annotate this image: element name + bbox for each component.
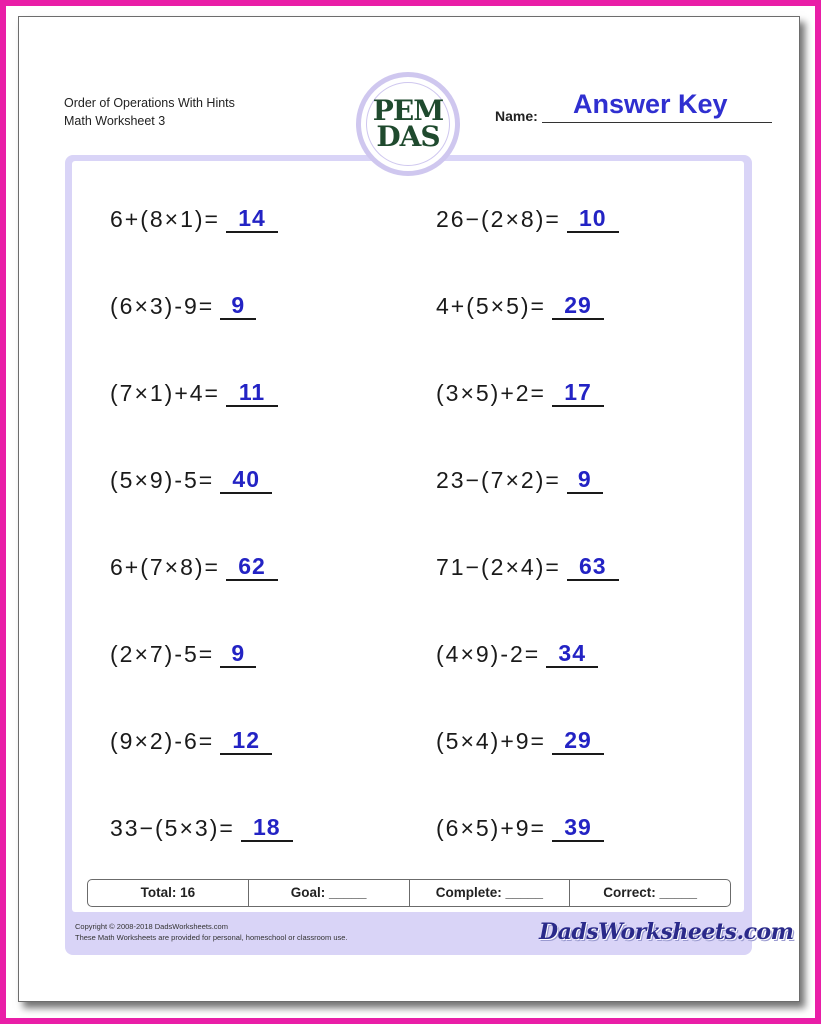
name-line <box>542 122 772 123</box>
problem-left-3 <box>110 373 278 407</box>
problem-left-6 <box>110 634 256 668</box>
dadsworksheets-logo: DadsWorksheets.com <box>539 919 794 945</box>
problem-expression: 4+(5×5)= <box>436 293 546 319</box>
problem-right-6 <box>436 634 598 668</box>
problem-right-8 <box>436 808 604 842</box>
answer-blank: 62 <box>226 553 278 581</box>
problem-right-7 <box>436 721 604 755</box>
total-cell: Total: 16 <box>140 885 196 900</box>
answer-blank: 11 <box>226 379 278 407</box>
problem-left-8 <box>110 808 293 842</box>
problem-expression: (9×2)-6= <box>110 728 215 754</box>
problem-left-4 <box>110 460 272 494</box>
pemdas-logo <box>356 72 460 176</box>
problem-right-4 <box>436 460 603 494</box>
problem-left-7 <box>110 721 272 755</box>
logo-line-2: DAS <box>376 120 440 153</box>
worksheet-page <box>18 16 800 1002</box>
answer-blank: 39 <box>552 814 604 842</box>
problem-expression: 6+(8×1)= <box>110 206 220 232</box>
copyright-line-2: These Math Worksheets are provided for personal, homeschool or classroom use. <box>75 933 348 942</box>
answer-blank: 40 <box>220 466 272 494</box>
copyright-line-1: Copyright © 2008-2018 DadsWorksheets.com <box>75 922 228 931</box>
problem-expression: (4×9)-2= <box>436 641 541 667</box>
answer-blank: 17 <box>552 379 604 407</box>
problem-expression: 71−(2×4)= <box>436 554 561 580</box>
problem-right-1 <box>436 199 619 233</box>
problem-expression: 33−(5×3)= <box>110 815 235 841</box>
answer-blank: 14 <box>226 205 278 233</box>
answer-blank: 18 <box>241 814 293 842</box>
problem-expression: (6×3)-9= <box>110 293 215 319</box>
problem-right-3 <box>436 373 604 407</box>
problem-left-1 <box>110 199 278 233</box>
problem-expression: 26−(2×8)= <box>436 206 561 232</box>
problem-panel <box>65 155 794 955</box>
problem-expression: (2×7)-5= <box>110 641 215 667</box>
answer-blank: 29 <box>552 727 604 755</box>
goal-cell: Goal: _____ <box>248 880 409 906</box>
worksheet-title <box>64 94 235 130</box>
answer-blank: 12 <box>220 727 272 755</box>
problem-expression: (5×9)-5= <box>110 467 215 493</box>
answer-blank: 9 <box>220 292 256 320</box>
answer-blank: 29 <box>552 292 604 320</box>
problem-expression: 6+(7×8)= <box>110 554 220 580</box>
answer-blank: 34 <box>546 640 598 668</box>
answer-key-text: Answer Key <box>573 89 728 119</box>
score-bar <box>87 879 731 907</box>
problem-expression: 23−(7×2)= <box>436 467 561 493</box>
problem-left-5 <box>110 547 278 581</box>
answer-blank: 10 <box>567 205 619 233</box>
problem-expression: (7×1)+4= <box>110 380 220 406</box>
copyright-text <box>75 921 348 943</box>
problem-expression: (5×4)+9= <box>436 728 546 754</box>
problem-expression: (3×5)+2= <box>436 380 546 406</box>
problem-expression: (6×5)+9= <box>436 815 546 841</box>
answer-blank: 63 <box>567 553 619 581</box>
pemdas-logo-inner <box>366 82 450 166</box>
logo-line-1: PEM <box>372 94 444 127</box>
complete-cell: Complete: _____ <box>409 880 570 906</box>
correct-cell: Correct: _____ <box>569 880 730 906</box>
answer-blank: 9 <box>220 640 256 668</box>
problem-right-2 <box>436 286 604 320</box>
title-line-1: Order of Operations With Hints <box>64 96 235 110</box>
problem-left-2 <box>110 286 256 320</box>
problem-right-5 <box>436 547 619 581</box>
title-line-2: Math Worksheet 3 <box>64 114 166 128</box>
name-label: Name: <box>495 108 538 124</box>
problem-area <box>72 161 744 912</box>
answer-blank: 9 <box>567 466 603 494</box>
